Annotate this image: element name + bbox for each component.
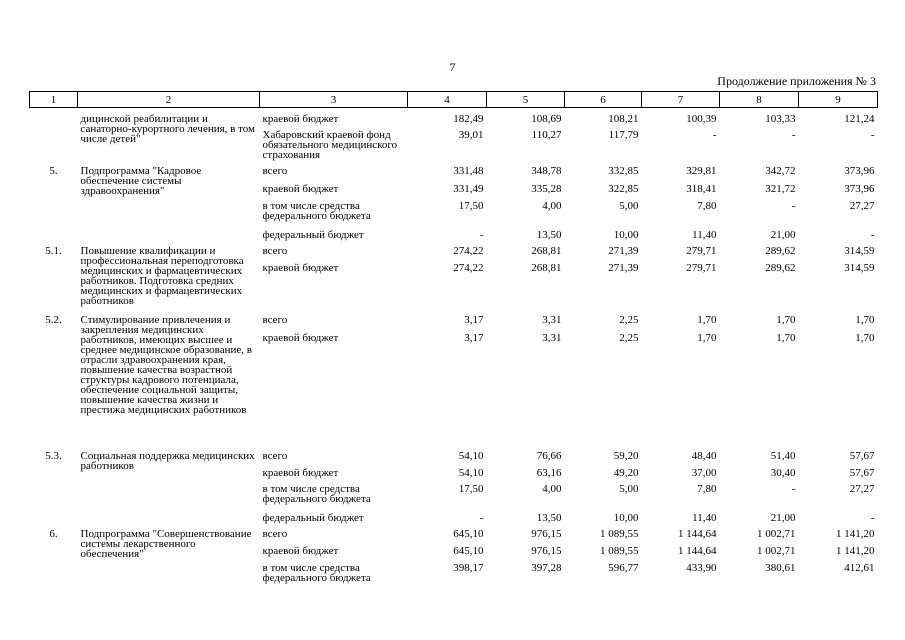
value-cell: 1 089,55 xyxy=(600,528,639,540)
value-cell: 322,85 xyxy=(608,183,639,195)
value-cell: 1 089,55 xyxy=(600,545,639,557)
value-cell: - xyxy=(479,512,484,524)
value-cell: 54,10 xyxy=(458,467,484,479)
row-number: 6. xyxy=(49,528,58,540)
table-row xyxy=(30,315,878,333)
value-cell: 2,25 xyxy=(619,332,639,344)
column-header: 3 xyxy=(260,92,408,108)
funding-source: краевой бюджет xyxy=(262,113,339,125)
value-cell: 63,16 xyxy=(536,467,562,479)
value-cell: 10,00 xyxy=(613,512,639,524)
value-cell: 1,70 xyxy=(855,314,875,326)
value-cell: 1 002,71 xyxy=(757,528,796,540)
funding-source: всего xyxy=(262,314,288,326)
value-cell: 11,40 xyxy=(692,229,717,241)
table-header-row xyxy=(30,92,878,108)
value-cell: 274,22 xyxy=(453,245,484,257)
value-cell: 1 144,64 xyxy=(678,545,717,557)
value-cell: 342,72 xyxy=(765,165,796,177)
funding-source: краевой бюджет xyxy=(262,262,339,274)
page-number: 7 xyxy=(449,60,456,74)
value-cell: 4,00 xyxy=(542,200,562,212)
funding-source: Хабаровский краевой фонд обязательного медицинского страхования xyxy=(262,129,398,161)
value-cell: 1,70 xyxy=(697,332,717,344)
value-cell: 13,50 xyxy=(536,229,562,241)
value-cell: - xyxy=(791,129,796,141)
value-cell: 271,39 xyxy=(608,245,639,257)
value-cell: 397,28 xyxy=(531,562,562,574)
value-cell: 274,22 xyxy=(453,262,484,274)
value-cell: 268,81 xyxy=(531,245,562,257)
value-cell: 49,20 xyxy=(613,467,639,479)
value-cell: 335,28 xyxy=(531,183,562,195)
value-cell: 5,00 xyxy=(619,483,639,495)
value-cell: 108,69 xyxy=(531,113,562,125)
value-cell: 373,96 xyxy=(844,165,875,177)
value-cell: 7,80 xyxy=(697,200,717,212)
value-cell: 331,49 xyxy=(453,183,484,195)
value-cell: 279,71 xyxy=(686,245,717,257)
value-cell: 1 141,20 xyxy=(836,528,875,540)
value-cell: - xyxy=(791,483,796,495)
value-cell: 3,17 xyxy=(464,332,484,344)
value-cell: 645,10 xyxy=(453,528,484,540)
funding-source: федеральный бюджет xyxy=(262,512,364,524)
value-cell: 976,15 xyxy=(531,545,562,557)
value-cell: 54,10 xyxy=(458,450,484,462)
value-cell: 39,01 xyxy=(458,129,484,141)
value-cell: 17,50 xyxy=(458,483,484,495)
value-cell: 48,40 xyxy=(691,450,717,462)
value-cell: 30,40 xyxy=(770,467,796,479)
value-cell: 373,96 xyxy=(844,183,875,195)
table-row xyxy=(30,166,878,184)
value-cell: 596,77 xyxy=(608,562,639,574)
program-name: дицинской реабилитации и санаторно-курортного лечения, в том числе детей" xyxy=(80,113,256,145)
funding-source: всего xyxy=(262,245,288,257)
value-cell: 21,00 xyxy=(770,229,796,241)
value-cell: 110,27 xyxy=(531,129,562,141)
row-number: 5.2. xyxy=(45,314,62,326)
column-header: 2 xyxy=(78,92,260,108)
row-number: 5. xyxy=(49,165,58,177)
funding-source: всего xyxy=(262,165,288,177)
table-row xyxy=(30,114,878,130)
value-cell: 57,67 xyxy=(849,450,875,462)
value-cell: 1 002,71 xyxy=(757,545,796,557)
value-cell: 331,48 xyxy=(453,165,484,177)
value-cell: 3,31 xyxy=(542,314,562,326)
value-cell: 13,50 xyxy=(536,512,562,524)
program-name: Стимулирование привлечения и закрепления медицинских работников, имеющих высшее и среднее медицинское образование, в отрасли здравоохранения края, повышение качества возрастной структуры кадрового потенциала, обеспечение социальной защиты, повышение качества жизни и престижа медицинских работников xyxy=(80,314,252,416)
value-cell: 398,17 xyxy=(453,562,484,574)
funding-source: краевой бюджет xyxy=(262,332,339,344)
funding-source: всего xyxy=(262,528,288,540)
value-cell: 1,70 xyxy=(855,332,875,344)
value-cell: 332,85 xyxy=(608,165,639,177)
column-header: 4 xyxy=(408,92,487,108)
value-cell: 380,61 xyxy=(765,562,796,574)
value-cell: 4,00 xyxy=(542,483,562,495)
value-cell: 321,72 xyxy=(765,183,796,195)
row-number: 5.3. xyxy=(45,450,62,462)
program-name: Повышение квалификации и профессиональная переподготовка медицинских и фармацевтических работников. Подготовка средних медицинских и фармацевтических работников xyxy=(80,245,244,307)
value-cell: - xyxy=(870,229,875,241)
value-cell: 268,81 xyxy=(531,262,562,274)
funding-source: краевой бюджет xyxy=(262,183,339,195)
value-cell: - xyxy=(712,129,717,141)
value-cell: 645,10 xyxy=(453,545,484,557)
value-cell: 412,61 xyxy=(844,562,875,574)
value-cell: 976,15 xyxy=(531,528,562,540)
value-cell: 348,78 xyxy=(531,165,562,177)
value-cell: 21,00 xyxy=(770,512,796,524)
value-cell: 17,50 xyxy=(458,200,484,212)
column-header: 6 xyxy=(565,92,642,108)
value-cell: 59,20 xyxy=(613,450,639,462)
budget-table xyxy=(29,91,878,587)
value-cell: 3,31 xyxy=(542,332,562,344)
value-cell: 51,40 xyxy=(770,450,796,462)
value-cell: 103,33 xyxy=(765,113,796,125)
value-cell: 108,21 xyxy=(608,113,639,125)
value-cell: 433,90 xyxy=(686,562,717,574)
column-header: 1 xyxy=(30,92,78,108)
continuation-label: Продолжение приложения № 3 xyxy=(717,74,876,88)
column-header: 9 xyxy=(799,92,878,108)
value-cell: 1 144,64 xyxy=(678,528,717,540)
value-cell: 289,62 xyxy=(765,245,796,257)
program-name: Подпрограмма "Совершенствование системы лекарственного обеспечения" xyxy=(80,528,252,560)
funding-source: всего xyxy=(262,450,288,462)
table-row xyxy=(30,451,878,468)
value-cell: 10,00 xyxy=(613,229,639,241)
table-body xyxy=(30,114,878,587)
value-cell: - xyxy=(791,200,796,212)
value-cell: - xyxy=(870,129,875,141)
column-header: 8 xyxy=(720,92,799,108)
value-cell: 1,70 xyxy=(776,332,796,344)
row-number xyxy=(30,114,78,166)
value-cell: 100,39 xyxy=(686,113,717,125)
value-cell: 3,17 xyxy=(464,314,484,326)
funding-source: в том числе средства федерального бюджета xyxy=(262,562,371,584)
value-cell: 5,00 xyxy=(619,200,639,212)
value-cell: 57,67 xyxy=(849,467,875,479)
funding-source: краевой бюджет xyxy=(262,545,339,557)
value-cell: 121,24 xyxy=(844,113,875,125)
value-cell: 37,00 xyxy=(691,467,717,479)
value-cell: 314,59 xyxy=(844,245,875,257)
funding-source: федеральный бюджет xyxy=(262,229,364,241)
program-name: Подпрограмма "Кадровое обеспечение системы здравоохранения" xyxy=(80,165,202,197)
funding-source: краевой бюджет xyxy=(262,467,339,479)
funding-source: в том числе средства федерального бюджета xyxy=(262,200,371,222)
value-cell: 289,62 xyxy=(765,262,796,274)
program-name: Социальная поддержка медицинских работников xyxy=(80,450,255,472)
value-cell: 1,70 xyxy=(697,314,717,326)
value-cell: 76,66 xyxy=(536,450,562,462)
funding-source: в том числе средства федерального бюджета xyxy=(262,483,371,505)
row-number: 5.1. xyxy=(45,245,62,257)
value-cell: 11,40 xyxy=(692,512,717,524)
column-header: 5 xyxy=(487,92,565,108)
value-cell: 117,79 xyxy=(608,129,639,141)
value-cell: 1 141,20 xyxy=(836,545,875,557)
table-row xyxy=(30,246,878,263)
value-cell: 279,71 xyxy=(686,262,717,274)
value-cell: 182,49 xyxy=(453,113,484,125)
value-cell: 271,39 xyxy=(608,262,639,274)
value-cell: 27,27 xyxy=(849,483,875,495)
value-cell: 2,25 xyxy=(619,314,639,326)
value-cell: 318,41 xyxy=(686,183,717,195)
column-header: 7 xyxy=(642,92,720,108)
value-cell: 329,81 xyxy=(686,165,717,177)
value-cell: 27,27 xyxy=(849,200,875,212)
value-cell: - xyxy=(479,229,484,241)
value-cell: 7,80 xyxy=(697,483,717,495)
value-cell: 1,70 xyxy=(776,314,796,326)
value-cell: 314,59 xyxy=(844,262,875,274)
value-cell: - xyxy=(870,512,875,524)
table-row xyxy=(30,529,878,546)
